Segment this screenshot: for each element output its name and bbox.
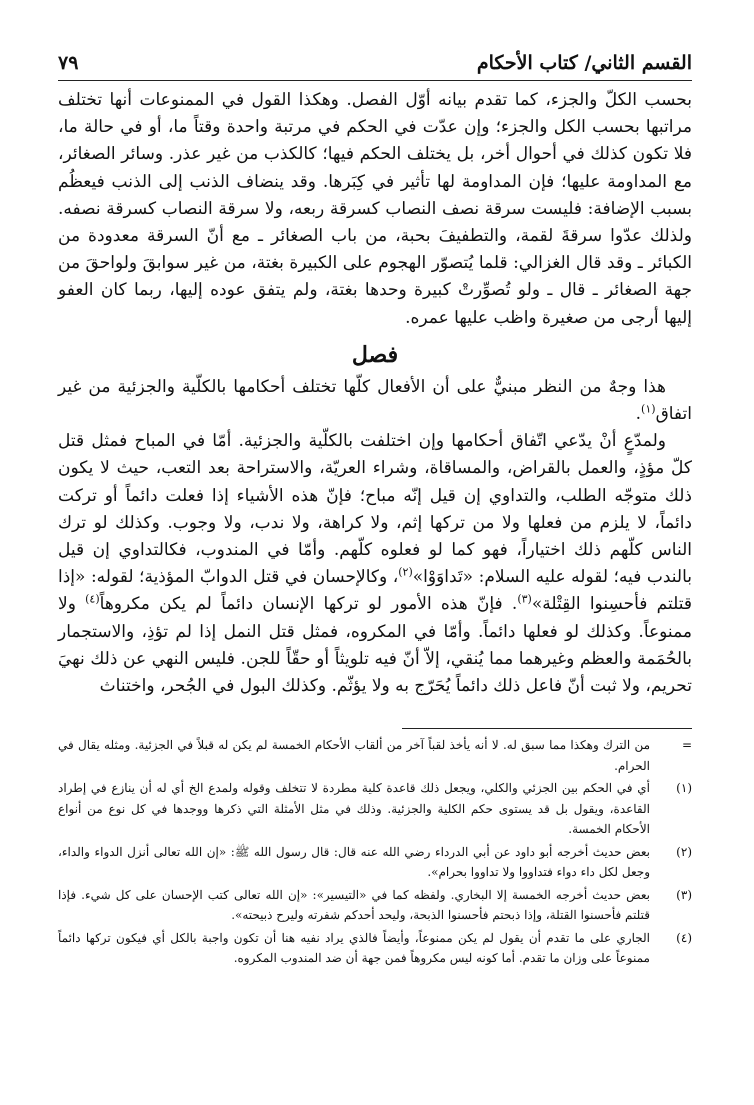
running-header (58, 52, 692, 81)
footnote-text: بعض حديث أخرجه أبو داود عن أبي الدرداء رضي الله عنه قال: قال رسول الله ﷺ: «إن الله تعالى أنزل الدواء والداء، وجعل لكل داء دواء فتداووا ولا تداووا بحرام». (58, 844, 650, 880)
section-title: فصل (351, 341, 399, 368)
footnote-mark: (٣) (676, 887, 692, 902)
paragraph-2-end: . (635, 404, 642, 425)
paragraph-3-part-b: ، وكالإحسان في قتل الدوابّ المؤذية؛ لقوله: «إذا قتلتم فأحسِنوا القِتْلة» (58, 567, 692, 615)
main-text (58, 87, 692, 700)
footnote-text: أي في الحكم بين الجزئي والكلي، ويجعل ذلك قاعدة كلية مطردة لا تتخلف وقوله ولمدع الخ أي له أن ينازع في إطراد القاعدة، ويقول بل قد يستوى حكم الكلية والجزئية. وذلك في مثل الأمثلة التي ذكرها ووجدها في كل نوع من أنواع الأحكام الخمسة. (58, 781, 650, 837)
header-title: القسم الثاني/ كتاب الأحكام (476, 52, 692, 74)
footnote-ref-3: (٣) (517, 592, 532, 606)
paragraph-3 (58, 428, 692, 700)
footnote-mark: (٤) (676, 930, 692, 945)
footnote-ref-1: (١) (641, 402, 656, 416)
footnote-separator (402, 728, 692, 729)
footnote-ref-4: (٤) (85, 592, 100, 606)
paragraph-3-part-c: . فإنّ هذه الأمور لو تركها الإنسان دائماً لم يكن مكروهاً (99, 594, 518, 615)
paragraph-1: بحسب الكلّ والجزء، كما تقدم بيانه أوّل الفصل. وهكذا القول في الممنوعات أنها تختلف مراتبها بحسب الكل والجزء؛ وإن عدّت في الحكم في مرتبة واحدة وقتاً ما، أو في حالة ما، فلا تكون كذلك في أحوال أخر، بل يختلف الحكم فيها؛ كالكذب من غير عذر. وسائر الصغائر، مع المداومة عليها؛ فإن المداومة لها تأثير في كِبَرها. وقد ينضاف الذنب إلى الذنب فيعظُم بسبب الإضافة: فليست سرقة نصف النصاب كسرقة ربعه، ولا سرقة النصاب كسرقة نصفه. ولذلك عدّوا سرقةَ لقمة، والتطفيفَ بحبة، من باب الصغائر ـ مع أنّ السرقة معدودة من الكبائر ـ وقد قال الغزالي: قلما يُتصوّر الهجوم على الكبيرة بغتة، من غير سوابقَ ولواحقَ من جهة الصغائر ـ قال ـ ولو تُصوِّرتْ كبيرة وحدها بغتة، ولم يتفق عوده إليها، ربما كان العفو إليها أرجى من صغيرة واظب عليها عمره. (58, 90, 692, 328)
paragraph-2-text: هذا وجهٌ من النظر مبنيٌّ على أن الأفعال كلّها تختلف أحكامها بالكلّية والجزئية من غير اتفاق (58, 376, 692, 425)
footnote-mark: = (681, 738, 692, 753)
paragraph-2 (58, 374, 692, 428)
footnote-item (58, 928, 692, 969)
footnote-item (58, 778, 692, 840)
footnotes (58, 735, 692, 969)
footnote-item (58, 885, 692, 926)
paragraph-3-part-a: ولمدّعٍ أنْ يدّعي اتّفاق أحكامها وإن اختلفت بالكلّية والجزئية. أمّا في المباح فمثل قتل كلّ مؤذٍ، والعمل بالقراض، والمساقاة، وشراء العريّة، والاستراحة بعد التعب، حيث لا يكون ذلك متوجّه الطلب، والتداوي إن قيل إنّه مباح؛ فإنّ هذه الأشياء إذا فعلت دائماً أو تركت دائماً، لا يلزم من فعلها ولا من تركها إثم، ولا كراهة، ولا ندب، ولا وجوب. وكذلك لو ترك الناس كلّهم ذلك اختياراً، فهو كما لو فعلوه كلّهم. وأمّا في المندوب، فكالتداوي إن قيل بالندب فيه؛ لقوله عليه السلام: «تَداوَوْا» (58, 431, 692, 588)
footnote-mark: (٢) (676, 844, 692, 859)
paragraph-3-part-d: ولا ممنوعاً. وكذلك لو فعلها دائماً. وأمّا في المكروه، فمثل قتل النمل إذا لم تؤذِ، والاستجمار بالحُمَمة والعظم وغيرهما مما يُنقي، إلاّ أنّ فيه تلويثاً أو حقّاً للجن. فليس النهي عن ذلك نهيَ تحريم، ولا ثبت أنّ فاعل ذلك دائماً يُحَرّج به ولا يؤثّم. وكذلك البول في الجُحر، واختناث (58, 594, 692, 697)
footnote-ref-2: (٢) (398, 565, 413, 579)
footnote-text: من الترك وهكذا مما سبق له. لا أنه يأخذ لقباً آخر من ألقاب الأحكام الخمسة لم يكن له قبلاً في الجزئية. ومثله يقال في الحرام. (58, 738, 650, 773)
footnote-text: الجاري على ما تقدم أن يقول لم يكن ممنوعاً، وأيضاً فالذي يراد نفيه هنا أن تكون واجبة بالكل أي فيكون تركها دائماً ممنوعاً على وزان ما تقدم. أما كونه ليس مكروهاً فمن جهة أن ضد المندوب المكروه. (58, 930, 650, 966)
footnote-mark: (١) (676, 781, 692, 796)
footnote-text: بعض حديث أخرجه الخمسة إلا البخاري. ولفظه كما في «التيسير»: «إن الله تعالى كتب الإحسان على كل شيء. فإذا قتلتم فأحسنوا القتلة، وإذا ذبحتم فأحسنوا الذبحة، وليحد أحدكم شفرته وليرح ذبيحته». (58, 887, 650, 923)
page-number: ٧٩ (58, 52, 79, 74)
footnote-item (58, 842, 692, 883)
footnote-item (58, 735, 692, 776)
